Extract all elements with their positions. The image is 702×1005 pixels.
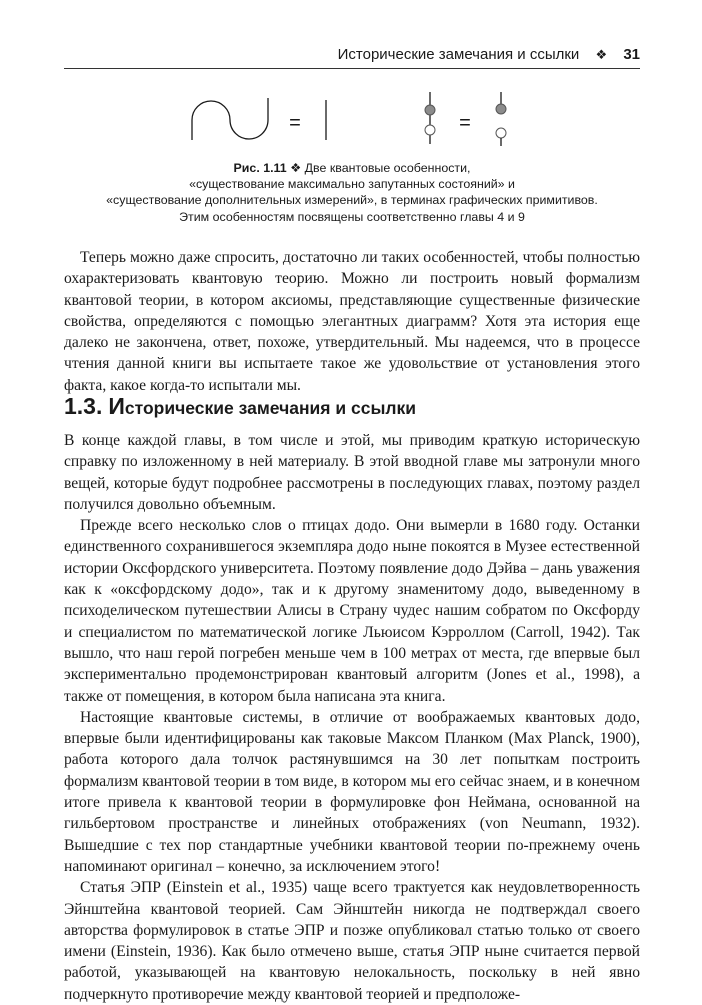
caption-label: Рис. 1.11 (233, 161, 287, 175)
section-title-first-letter: И (108, 393, 125, 419)
section-title-rest: сторические замечания и ссылки (124, 398, 417, 418)
page-number: 31 (623, 46, 640, 63)
intro-text (64, 247, 640, 396)
caption-line-3: «существование дополнительных измерений», в терминах графических примитивов. (106, 193, 598, 208)
equals-sign-2: = (459, 112, 471, 134)
section-body (64, 430, 640, 1005)
caption-line-4: Этим особенностям посвящены соответственно главы 4 и 9 (179, 209, 525, 224)
white-node-state-icon (496, 128, 506, 138)
caption-line-1: Две квантовые особенности, (304, 161, 471, 175)
section-paragraph: В конце каждой главы, в том числе и этой, мы приводим краткую историческую справку по изложенному в ней материалу. В этой вводной главе мы затронули много вещей, которые будут подробнее рассмотрены в последующих главах, поэтому раздел получился довольно объемным. (64, 432, 640, 513)
section-paragraph: Настоящие квантовые системы, в отличие от воображаемых квантовых додо, впервые были идентифицированы как таковые Максом Планком (Max Planck, 1900), работа которого дала толчок растянувшимся на 30 лет попыткам построить формализм квантовой теории в том виде, в котором мы его сейчас знаем, и в конечном итоге привела к квантовой теории в формулировке фон Неймана, основанной на гильбертовом пространстве и линейных отображениях (von Neumann, 1932). Вышедшие с тех пор стандартные учебники квантовой теории по-прежнему очень напоминают оригинал – конечно, за исключением этого! (64, 708, 640, 875)
figure-diagram (64, 86, 640, 156)
cup-wire-icon (192, 98, 268, 140)
section-heading (64, 392, 640, 422)
running-header (64, 46, 640, 69)
figure-caption (64, 160, 640, 225)
caption-line-2: «существование максимально запутанных состояний» и (189, 177, 515, 192)
white-node-icon (425, 125, 435, 135)
running-title: Исторические замечания и ссылки (337, 46, 580, 63)
gray-node-effect-icon (496, 104, 506, 114)
intro-paragraph: Теперь можно даже спросить, достаточно ли таких особенностей, чтобы полностью охарактеризовать квантовую теорию. Можно ли построить новый формализм квантовой теории, в котором аксиомы, представляющие существенные физические свойства, определяются с помощью элегантных диаграмм? Хотя эта история еще далеко не закончена, ответ, похоже, утвердительный. Мы надеемся, что в процессе чтения данной книги вы испытаете такое же удовольствие от установления этого факта, какое когда-то испытали мы. (64, 249, 640, 394)
caption-ornament: ❖ (290, 161, 302, 175)
section-number: 1.3. (64, 393, 103, 419)
section-paragraph: Статья ЭПР (Einstein et al., 1935) чаще всего трактуется как неудовлетворенность Эйнштейна квантовой теорией. Сам Эйнштейн никогда не подтверждал своего авторства формулировок в статье ЭПР и позже опубликовал статью только от своего имени (Einstein, 1936). Как было отмечено выше, статья ЭПР ныне считается первой работой, указывающей на квантовую нелокальность, поскольку в ней явно подчеркнуто противоречие между квантовой теорией и предположе- (64, 879, 640, 1003)
section-paragraph: Прежде всего несколько слов о птицах додо. Они вымерли в 1680 году. Останки единственного сохранившегося экземпляра додо ныне покоятся в Музее естественной истории Оксфордского университета. Поэтому появление додо Дэйва – дань уважения как к «оксфордскому додо», так и к другому знаменитому додо, выведенному в психоделическом путешествии Алисы в Страну чудес нашим собратом по Оксфорду и специалистом по математической логике Льюисом Кэрроллом (Carroll, 1942). Так вышло, что наш герой погребен меньше чем в 100 метрах от места, где впервые был экспериментально продемонстрирован квантовый алгоритм (Jones et al., 1998), а также от помещения, в котором была написана эта книга. (64, 517, 640, 705)
equals-sign-1: = (289, 112, 301, 134)
ornament-icon: ❖ (595, 47, 608, 62)
gray-node-icon (425, 105, 435, 115)
